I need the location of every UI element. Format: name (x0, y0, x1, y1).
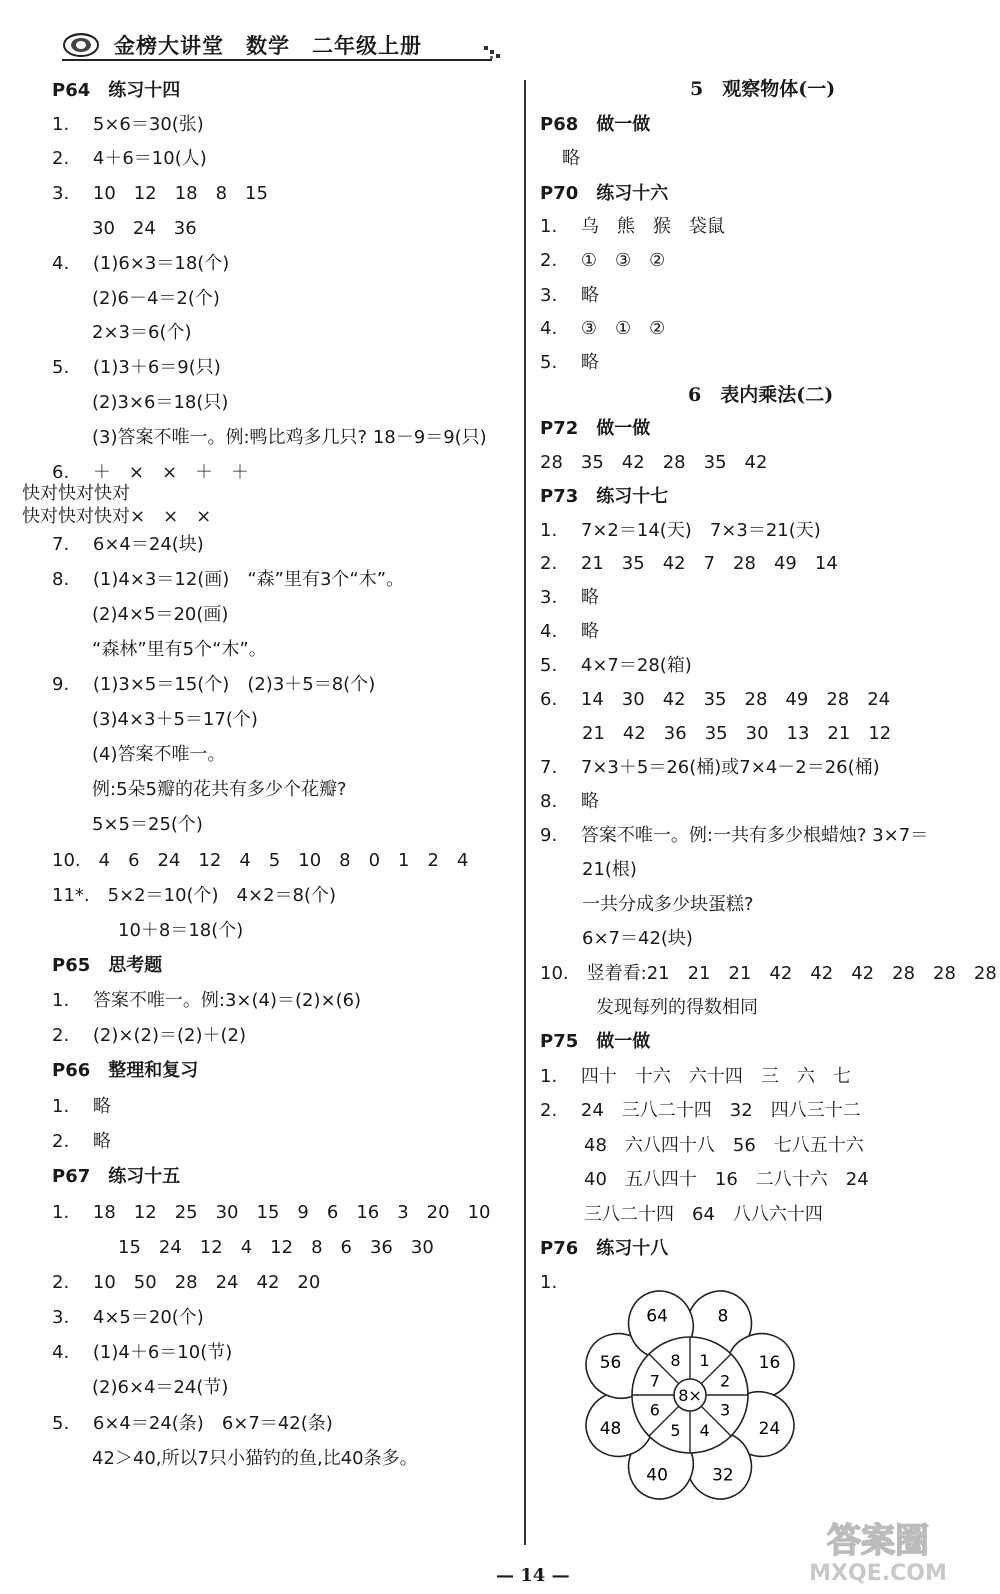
inner-number: 4 (699, 1421, 710, 1441)
answer-line: 2. 略 (52, 1131, 111, 1152)
answer-line: 40 五八四十 16 二八十六 24 (584, 1169, 869, 1190)
inner-number: 6 (649, 1400, 660, 1420)
multiplication-flower-diagram (580, 1285, 800, 1505)
inner-number: 3 (720, 1400, 731, 1420)
answer-line: 2. 10 50 28 24 42 20 (52, 1272, 321, 1293)
petal-value: 64 (646, 1306, 668, 1327)
answer-line: 21(根) (582, 859, 637, 880)
answer-line: 7. 7×3＋5＝26(桶)或7×4－2＝26(桶) (540, 757, 880, 778)
answer-line: 2. 4＋6＝10(人) (52, 148, 207, 169)
answer-line: 6. 14 30 42 35 28 49 28 24 (540, 689, 891, 710)
answer-line: 4. (1)6×3＝18(个) (52, 253, 230, 274)
answer-line: 1. 7×2＝14(天) 7×3＝21(天) (540, 520, 821, 541)
answer-line: 1. 答案不唯一。例:3×(4)＝(2)×(6) (52, 990, 362, 1011)
answer-line: 9. (1)3×5＝15(个) (2)3＋5＝8(个) (52, 674, 376, 695)
watermark-bottom: MXQE.COM (809, 1561, 947, 1586)
answer-line: 42＞40,所以7只小猫钓的鱼,比40条多。 (92, 1448, 418, 1469)
petal-value: 32 (712, 1465, 734, 1486)
answer-line: 11*. 5×2＝10(个) 4×2＝8(个) (52, 885, 337, 906)
petal-value: 8 (717, 1306, 729, 1327)
section-heading: P75 做一做 (540, 1031, 651, 1052)
petal-value: 16 (758, 1353, 781, 1374)
answer-line: 5. 4×7＝28(箱) (540, 655, 692, 676)
answer-line: 6. ＋ × × ＋ ＋ (52, 462, 250, 483)
answer-line: 一共分成多少块蛋糕? (582, 894, 754, 915)
answer-line: 3. 略 (540, 587, 599, 608)
answer-line: 9. 答案不唯一。例:一共有多少根蜡烛? 3×7＝ (540, 825, 929, 846)
answer-line: 1. 18 12 25 30 15 9 6 16 3 20 10 (52, 1202, 491, 1223)
answer-line: 5. 略 (540, 352, 599, 373)
answer-line: 7. 6×4＝24(块) (52, 534, 204, 555)
answer-line: 1. (540, 1272, 558, 1293)
section-heading: P73 练习十七 (540, 486, 669, 507)
answer-line: 三八二十四 64 八八六十四 (584, 1204, 823, 1225)
answer-line: 快对快对快对 (22, 483, 130, 504)
answer-line: 1. 5×6＝30(张) (52, 114, 204, 135)
section-heading: P64 练习十四 (52, 80, 181, 101)
answer-line: 2. ① ③ ② (540, 250, 666, 271)
inner-number: 1 (699, 1350, 710, 1370)
answer-line: 5×5＝25(个) (92, 814, 203, 835)
answer-line: (2)4×5＝20(画) (92, 604, 229, 625)
section-heading: P65 思考题 (52, 955, 163, 976)
answer-line: 5. (1)3＋6＝9(只) (52, 357, 221, 378)
answer-line: 10. 竖着看:21 21 21 42 42 42 28 28 28 (540, 963, 997, 984)
section-heading: P67 练习十五 (52, 1166, 181, 1187)
petal-value: 56 (599, 1353, 622, 1374)
answer-line: (2)3×6＝18(只) (92, 392, 229, 413)
answer-line: 48 六八四十八 56 七八五十六 (584, 1135, 864, 1156)
answer-line: 8. (1)4×3＝12(画) “森”里有3个“木”。 (52, 569, 405, 590)
answer-line: 10＋8＝18(个) (118, 920, 244, 941)
answer-line: 30 24 36 (92, 218, 197, 239)
chapter-heading: 6 表内乘法(二) (688, 384, 834, 406)
answer-line: 2. 24 三八二十四 32 四八三十二 (540, 1100, 861, 1121)
center-label: 8× (678, 1386, 702, 1405)
answer-line: 2. (2)×(2)＝(2)＋(2) (52, 1025, 246, 1046)
page-number: — 14 — (496, 1565, 570, 1586)
inner-number: 5 (670, 1421, 681, 1441)
answer-line: (2)6×4＝24(节) (92, 1377, 229, 1398)
book-title: 金榜大讲堂 数学 二年级上册 (114, 34, 422, 58)
answer-line: 10. 4 6 24 12 4 5 10 8 0 1 2 4 (52, 850, 469, 871)
answer-line: 略 (562, 148, 580, 169)
answer-line: 4. 略 (540, 621, 599, 642)
answer-line: 快对快对快对× × × (22, 506, 212, 527)
watermark-top: 答案圈 (827, 1521, 929, 1561)
answer-line: 28 35 42 28 35 42 (540, 452, 768, 473)
answer-line: 15 24 12 4 12 8 6 36 30 (118, 1237, 434, 1258)
answer-line: 8. 略 (540, 791, 599, 812)
section-heading: P68 做一做 (540, 114, 651, 135)
answer-line: 21 42 36 35 30 13 21 12 (582, 723, 892, 744)
answer-line: 5. 6×4＝24(条) 6×7＝42(条) (52, 1413, 333, 1434)
petal-value: 48 (599, 1418, 622, 1439)
inner-number: 8 (670, 1350, 681, 1370)
answer-line: (2)6－4＝2(个) (92, 288, 220, 309)
answer-line: 3. 4×5＝20(个) (52, 1307, 204, 1328)
answer-line: “森林”里有5个“木”。 (92, 639, 267, 660)
answer-line: (3)4×3＋5＝17(个) (92, 709, 258, 730)
section-heading: P70 练习十六 (540, 183, 669, 204)
chapter-heading: 5 观察物体(一) (690, 78, 836, 100)
petal-value: 40 (646, 1465, 668, 1486)
section-heading: P72 做一做 (540, 418, 651, 439)
answer-line: 例:5朵5瓣的花共有多少个花瓣? (92, 779, 347, 800)
answer-line: (4)答案不唯一。 (92, 744, 226, 765)
answer-line: (3)答案不唯一。例:鸭比鸡多几只? 18－9＝9(只) (92, 427, 487, 448)
section-heading: P66 整理和复习 (52, 1060, 199, 1081)
answer-line: 4. ③ ① ② (540, 318, 666, 339)
answer-line: 3. 略 (540, 285, 599, 306)
petal-value: 24 (758, 1418, 781, 1439)
section-heading: P76 练习十八 (540, 1238, 669, 1259)
answer-line: 6×7＝42(块) (582, 928, 693, 949)
answer-line: 3. 10 12 18 8 15 (52, 183, 268, 204)
inner-number: 7 (649, 1371, 660, 1391)
answer-line: 4. (1)4＋6＝10(节) (52, 1342, 233, 1363)
answer-line: 2. 21 35 42 7 28 49 14 (540, 553, 838, 574)
answer-line: 1. 乌 熊 猴 袋鼠 (540, 216, 725, 237)
answer-line: 1. 略 (52, 1096, 111, 1117)
inner-number: 2 (720, 1371, 731, 1391)
watermark-logo (778, 1516, 978, 1586)
answer-line: 1. 四十 十六 六十四 三 六 七 (540, 1066, 851, 1087)
answer-line: 2×3＝6(个) (92, 322, 192, 343)
answer-line: 发现每列的得数相同 (596, 997, 758, 1018)
